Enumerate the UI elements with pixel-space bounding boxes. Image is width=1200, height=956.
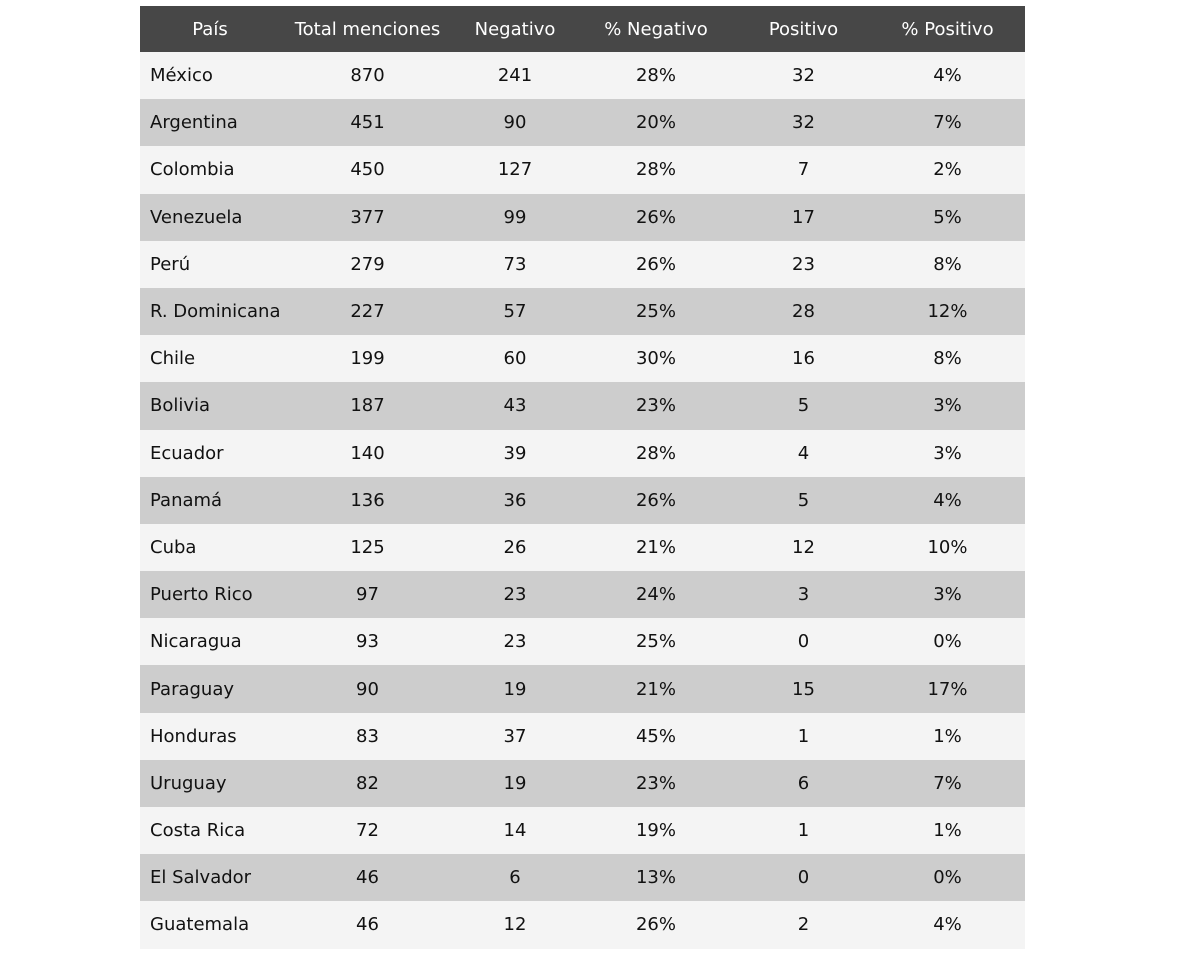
cell-negative: 43 [503,395,527,417]
cell-positive: 5 [797,489,810,511]
cell-negative-percent: 25% [635,631,676,653]
cell-total-mentions: 451 [350,112,385,134]
cell-negative: 127 [497,159,533,181]
header-positive: Positivo [768,18,839,40]
header-row [140,6,1025,52]
table-row [140,52,1025,99]
cell-total-mentions: 140 [350,442,385,464]
cell-negative-percent: 28% [635,442,676,464]
cell-total-mentions: 93 [356,631,379,653]
cell-negative: 36 [503,489,527,511]
cell-negative: 14 [503,820,527,842]
cell-total-mentions: 46 [356,914,379,936]
cell-positive: 32 [792,65,815,87]
cell-country: Ecuador [150,442,224,464]
cell-positive: 15 [792,678,815,700]
cell-positive: 1 [797,820,810,842]
table-row [140,288,1025,335]
cell-negative: 19 [503,678,527,700]
cell-negative: 12 [503,914,527,936]
cell-positive-percent: 8% [933,348,962,370]
cell-negative: 6 [509,867,521,889]
cell-positive-percent: 3% [933,442,962,464]
cell-total-mentions: 90 [356,678,379,700]
cell-total-mentions: 279 [350,253,385,275]
cell-positive-percent: 3% [933,395,962,417]
cell-country: Panamá [150,489,223,511]
cell-negative: 60 [503,348,527,370]
cell-positive-percent: 17% [927,678,968,700]
cell-total-mentions: 870 [350,65,385,87]
cell-positive: 0 [797,631,810,653]
table-row [140,665,1025,712]
cell-negative-percent: 45% [635,725,676,747]
cell-total-mentions: 187 [350,395,385,417]
cell-positive: 16 [792,348,815,370]
cell-positive-percent: 3% [933,584,962,606]
cell-positive-percent: 10% [927,536,968,558]
table-row [140,335,1025,382]
cell-positive-percent: 7% [933,772,962,794]
table-row [140,430,1025,477]
cell-negative-percent: 26% [635,914,676,936]
table-row [140,618,1025,665]
cell-country: R. Dominicana [150,301,281,323]
cell-country: Guatemala [150,914,250,936]
table-body [140,52,1025,949]
cell-positive-percent: 8% [933,253,962,275]
cell-negative: 39 [503,442,527,464]
cell-positive: 4 [797,442,810,464]
cell-positive: 23 [792,253,815,275]
cell-negative-percent: 26% [635,206,676,228]
cell-negative-percent: 30% [635,348,676,370]
cell-negative-percent: 28% [635,65,676,87]
cell-negative-percent: 21% [635,678,676,700]
cell-country: Colombia [150,159,235,181]
country-mentions-table-container [140,6,1025,949]
cell-country: Perú [150,253,191,275]
cell-positive-percent: 1% [933,820,962,842]
cell-total-mentions: 97 [356,584,379,606]
header-negative-percent: % Negativo [604,18,708,40]
header-positive-percent: % Positivo [901,18,994,40]
header-negative: Negativo [474,18,556,40]
table-row [140,194,1025,241]
cell-country: Chile [150,348,196,370]
cell-negative-percent: 26% [635,253,676,275]
cell-country: Venezuela [150,206,243,228]
cell-negative-percent: 23% [635,772,676,794]
cell-negative: 90 [503,112,527,134]
cell-positive: 12 [792,536,815,558]
cell-total-mentions: 125 [350,536,385,558]
cell-positive-percent: 4% [933,489,962,511]
cell-total-mentions: 227 [350,301,385,323]
cell-positive: 7 [797,159,810,181]
cell-positive-percent: 2% [933,159,962,181]
cell-country: Paraguay [150,678,235,700]
cell-total-mentions: 72 [356,820,379,842]
cell-negative: 99 [503,206,527,228]
cell-positive: 5 [797,395,810,417]
cell-negative-percent: 24% [635,584,676,606]
cell-positive: 6 [797,772,810,794]
cell-positive-percent: 12% [927,301,968,323]
cell-positive-percent: 5% [933,206,962,228]
cell-negative: 73 [503,253,527,275]
table-row [140,807,1025,854]
table-header [140,6,1025,52]
cell-negative-percent: 25% [635,301,676,323]
cell-country: Costa Rica [150,820,246,842]
cell-total-mentions: 82 [356,772,379,794]
cell-negative: 57 [503,301,527,323]
table-row [140,713,1025,760]
cell-positive-percent: 4% [933,65,962,87]
table-row [140,571,1025,618]
cell-negative: 241 [497,65,533,87]
cell-negative: 37 [503,725,527,747]
cell-negative-percent: 20% [635,112,676,134]
cell-positive-percent: 1% [933,725,962,747]
cell-total-mentions: 83 [356,725,379,747]
table-row [140,99,1025,146]
cell-positive: 28 [792,301,815,323]
cell-positive-percent: 7% [933,112,962,134]
cell-negative-percent: 28% [635,159,676,181]
cell-country: Honduras [150,725,237,747]
cell-country: Nicaragua [150,631,242,653]
table-row [140,382,1025,429]
cell-total-mentions: 377 [350,206,385,228]
cell-negative: 23 [503,584,527,606]
cell-negative-percent: 13% [635,867,676,889]
cell-positive-percent: 0% [933,867,962,889]
cell-negative-percent: 19% [635,820,676,842]
cell-total-mentions: 46 [356,867,379,889]
table-row [140,760,1025,807]
table-row [140,477,1025,524]
cell-country: Bolivia [150,395,211,417]
cell-positive: 32 [792,112,815,134]
cell-positive: 0 [797,867,810,889]
cell-negative-percent: 26% [635,489,676,511]
cell-country: Uruguay [150,772,227,794]
cell-total-mentions: 450 [350,159,385,181]
cell-total-mentions: 199 [350,348,385,370]
cell-positive: 3 [797,584,810,606]
cell-positive-percent: 4% [933,914,962,936]
cell-country: Argentina [150,112,238,134]
cell-negative: 23 [503,631,527,653]
table-row [140,146,1025,193]
country-mentions-table [140,6,1025,949]
cell-negative-percent: 21% [635,536,676,558]
cell-positive-percent: 0% [933,631,962,653]
cell-country: Cuba [150,536,197,558]
header-country: País [192,18,228,40]
table-row [140,241,1025,288]
table-row [140,901,1025,948]
cell-negative-percent: 23% [635,395,676,417]
cell-country: México [150,65,213,87]
cell-total-mentions: 136 [350,489,385,511]
cell-country: Puerto Rico [150,584,253,606]
cell-negative: 26 [503,536,527,558]
cell-positive: 17 [792,206,815,228]
cell-country: El Salvador [150,867,252,889]
cell-positive: 2 [797,914,810,936]
header-total-mentions: Total menciones [294,18,441,40]
cell-negative: 19 [503,772,527,794]
table-row [140,524,1025,571]
cell-positive: 1 [797,725,810,747]
table-row [140,854,1025,901]
